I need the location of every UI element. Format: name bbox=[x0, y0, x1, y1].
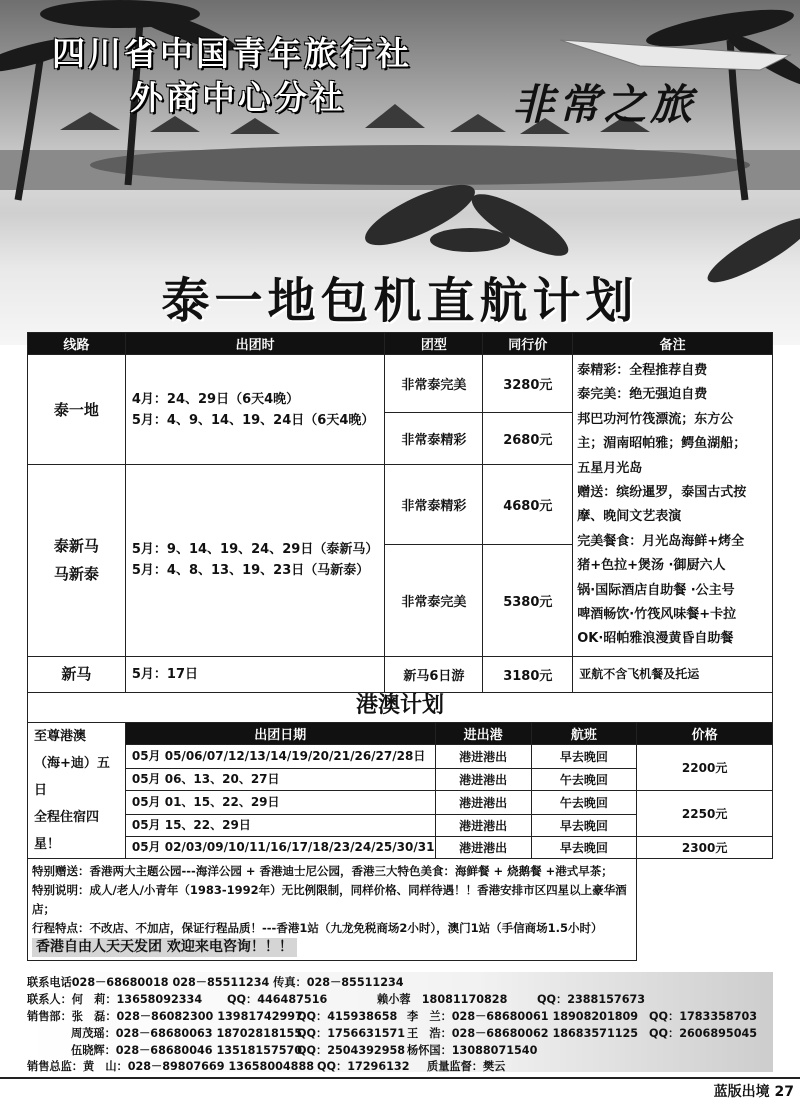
hk-price-cell: 2250元 bbox=[637, 791, 773, 837]
note-xinma: 亚航不含飞机餐及托运 bbox=[573, 656, 773, 692]
price-cell: 3280元 bbox=[483, 355, 573, 413]
contacts-block bbox=[27, 972, 773, 1072]
note-line: 泰精彩：全程推荐自费 bbox=[577, 363, 708, 378]
route-line: 泰新马 bbox=[53, 537, 99, 556]
route-line: 至尊港澳 bbox=[34, 729, 87, 744]
hk-date-cell: 05月 06、13、20、27日 bbox=[125, 769, 435, 791]
hk-price-cell: 2200元 bbox=[637, 745, 773, 791]
contact-name: 质量监督：樊云 bbox=[427, 1060, 506, 1073]
hk-flight-cell: 早去晚回 bbox=[531, 745, 637, 769]
brand-slogan: 非常之旅 bbox=[512, 80, 697, 129]
table-row bbox=[28, 355, 773, 413]
hk-flight-cell: 午去晚回 bbox=[531, 769, 637, 791]
type-cell: 非常泰完美 bbox=[385, 544, 483, 656]
hk-date-cell: 05月 05/06/07/12/13/14/19/20/21/26/27/28日 bbox=[125, 745, 435, 769]
date-line: 5月：9、14、19、24、29日（泰新马） bbox=[131, 542, 379, 558]
note-line: 猪+色拉+煲汤 ·御厨六人 bbox=[577, 558, 726, 574]
page-number: 蓝版出境 27 bbox=[713, 1084, 794, 1100]
hk-port-cell: 港进港出 bbox=[435, 769, 531, 791]
type-cell: 非常泰精彩 bbox=[385, 465, 483, 545]
hk-date-cell: 05月 01、15、22、29日 bbox=[125, 791, 435, 815]
note-line: 赠送：缤纷暹罗，泰国古式按 bbox=[577, 485, 747, 501]
note-line: 主；湄南昭帕雅；鳄鱼湖船； bbox=[577, 436, 747, 452]
dates-cell bbox=[125, 355, 385, 465]
hk-port-cell: 港进港出 bbox=[435, 837, 531, 859]
hk-price-cell: 2300元 bbox=[637, 837, 773, 859]
header-date: 出团日期 bbox=[125, 723, 435, 745]
note-line: 泰完美：绝无强迫自费 bbox=[577, 387, 708, 403]
contact-name: 王 浩：028－68680062 18683571125 bbox=[407, 1027, 639, 1040]
hero-banner bbox=[0, 0, 800, 345]
agency-line-2: 外商中心分社 bbox=[130, 78, 346, 117]
route-line: 星！ bbox=[34, 837, 61, 852]
contact-name: 杨怀国：13088071540 bbox=[407, 1044, 538, 1057]
agency-line-1: 四川省中国青年旅行社 bbox=[52, 34, 412, 73]
contact-name: 销售总监：黄 山：028－89807669 13658004888 bbox=[27, 1060, 315, 1073]
phone-line: 联系电话028－68680018 028－85511234 传真：028－85511234 bbox=[27, 976, 404, 989]
notes-cell bbox=[573, 355, 773, 657]
contact-name: 销售部：张 磊：028－86082300 13981742997 bbox=[27, 1010, 303, 1023]
note-line: 摩、晚间文艺表演 bbox=[577, 509, 682, 525]
extra-feature: 行程特点：不改店、不加店，保证行程品质！---香港1站（九龙免税商场2小时），澳门1站（手信商场1.5小时） bbox=[32, 921, 603, 935]
dates-cell bbox=[125, 465, 385, 657]
contact-row bbox=[27, 991, 773, 1007]
route-cell: 新马 bbox=[28, 656, 126, 692]
header-route: 线路 bbox=[28, 333, 126, 355]
price-cell: 3180元 bbox=[483, 656, 573, 692]
note-line: 完美餐食：月光岛海鲜+烤全 bbox=[577, 533, 745, 549]
price-cell: 5380元 bbox=[483, 544, 573, 656]
table-row bbox=[28, 791, 773, 815]
hk-flight-cell: 午去晚回 bbox=[531, 791, 637, 815]
hk-macau-table bbox=[27, 722, 773, 961]
header-notes: 备注 bbox=[573, 333, 773, 355]
route-line: （海+迪）五日 bbox=[34, 756, 110, 798]
table-header-row bbox=[28, 723, 773, 745]
type-cell: 新马6日游 bbox=[385, 656, 483, 692]
table-row bbox=[28, 859, 773, 961]
header-price: 同行价 bbox=[483, 333, 573, 355]
hk-port-cell: 港进港出 bbox=[435, 815, 531, 837]
contact-row bbox=[27, 1058, 773, 1074]
agency-name bbox=[52, 32, 412, 120]
hk-flight-cell: 早去晚回 bbox=[531, 837, 637, 859]
table-row bbox=[28, 745, 773, 769]
hk-slogan: 香港自由人天天发团 欢迎来电咨询！！！ bbox=[32, 938, 297, 957]
contact-name: 赖小蓉 18081170828 bbox=[377, 993, 508, 1006]
note-line: 五星月光岛 bbox=[577, 460, 643, 476]
hk-date-cell: 05月 15、22、29日 bbox=[125, 815, 435, 837]
type-cell: 非常泰完美 bbox=[385, 355, 483, 413]
dates-cell: 5月：17日 bbox=[125, 656, 385, 692]
contact-name: 周茂瑶：028－68680063 18702818155 bbox=[71, 1027, 303, 1040]
page-title: 泰一地包机直航计划 bbox=[161, 273, 639, 329]
contact-name: 李 兰：028－68680061 18908201809 bbox=[407, 1010, 639, 1023]
contact-qq: QQ：2388157673 bbox=[537, 993, 646, 1006]
date-line: 4月：24、29日（6天4晚） bbox=[131, 391, 300, 407]
table-header-row bbox=[28, 333, 773, 355]
route-cell: 泰一地 bbox=[28, 355, 126, 465]
hk-flight-cell: 早去晚回 bbox=[531, 815, 637, 837]
footer-divider bbox=[0, 1077, 800, 1079]
hk-port-cell: 港进港出 bbox=[435, 745, 531, 769]
route-line: 全程住宿四 bbox=[34, 810, 100, 825]
header-price: 价格 bbox=[637, 723, 773, 745]
hk-port-cell: 港进港出 bbox=[435, 791, 531, 815]
hk-section-title: 港澳计划 bbox=[27, 690, 773, 722]
contact-name: 联系人：何 莉：13658092334 bbox=[27, 993, 203, 1006]
note-line: OK·昭帕雅浪漫黄昏自助餐 bbox=[577, 631, 734, 647]
note-line: 啤酒畅饮·竹筏风味餐+卡拉 bbox=[577, 607, 737, 623]
hk-date-cell: 05月 02/03/09/10/11/16/17/18/23/24/25/30/31 bbox=[125, 837, 435, 859]
contact-qq: QQ：17296132 bbox=[317, 1060, 410, 1073]
contact-qq: QQ：2504392958 bbox=[297, 1044, 406, 1057]
route-line: 马新泰 bbox=[53, 565, 99, 584]
contact-qq: QQ：2606895045 bbox=[649, 1027, 758, 1040]
contact-name: 伍晓辉：028－68680046 13518157570 bbox=[71, 1044, 303, 1057]
note-line: 邦巴功河竹筏漂流；东方公 bbox=[577, 411, 734, 427]
table-row bbox=[28, 656, 773, 692]
contact-qq: QQ：1756631571 bbox=[297, 1027, 406, 1040]
contact-qq: QQ：415938658 bbox=[297, 1010, 398, 1023]
pool bbox=[90, 145, 750, 185]
hk-extras-cell bbox=[28, 859, 637, 961]
contact-row bbox=[27, 1025, 773, 1041]
table-row bbox=[28, 837, 773, 859]
contact-qq: QQ：446487516 bbox=[227, 993, 328, 1006]
date-line: 5月：4、8、13、19、23日（马新泰） bbox=[131, 563, 370, 579]
header-port: 进出港 bbox=[435, 723, 531, 745]
header-dates: 出团时 bbox=[125, 333, 385, 355]
contact-row bbox=[27, 1008, 773, 1024]
contact-qq: QQ：1783358703 bbox=[649, 1010, 758, 1023]
contact-row bbox=[27, 974, 773, 990]
extra-gift: 特别赠送：香港两大主题公园---海洋公园 + 香港迪士尼公园，香港三大特色美食：海鲜餐 + 烧鹅餐 +港式早茶； bbox=[32, 864, 613, 878]
header-type: 团型 bbox=[385, 333, 483, 355]
price-cell: 2680元 bbox=[483, 413, 573, 465]
type-cell: 非常泰精彩 bbox=[385, 413, 483, 465]
price-cell: 4680元 bbox=[483, 465, 573, 545]
note-line: 锅·国际酒店自助餐 ·公主号 bbox=[577, 582, 735, 598]
extra-note: 特别说明：成人/老人/小青年（1983-1992年）无比例限制，同样价格、同样待遇！！香港安排市区四星以上豪华酒店； bbox=[32, 883, 627, 916]
thai-charter-table bbox=[27, 332, 773, 693]
route-cell bbox=[28, 465, 126, 657]
date-line: 5月：4、9、14、19、24日（6天4晚） bbox=[131, 412, 375, 428]
contact-row bbox=[27, 1042, 773, 1058]
header-flight: 航班 bbox=[531, 723, 637, 745]
hk-route-cell bbox=[28, 723, 126, 859]
